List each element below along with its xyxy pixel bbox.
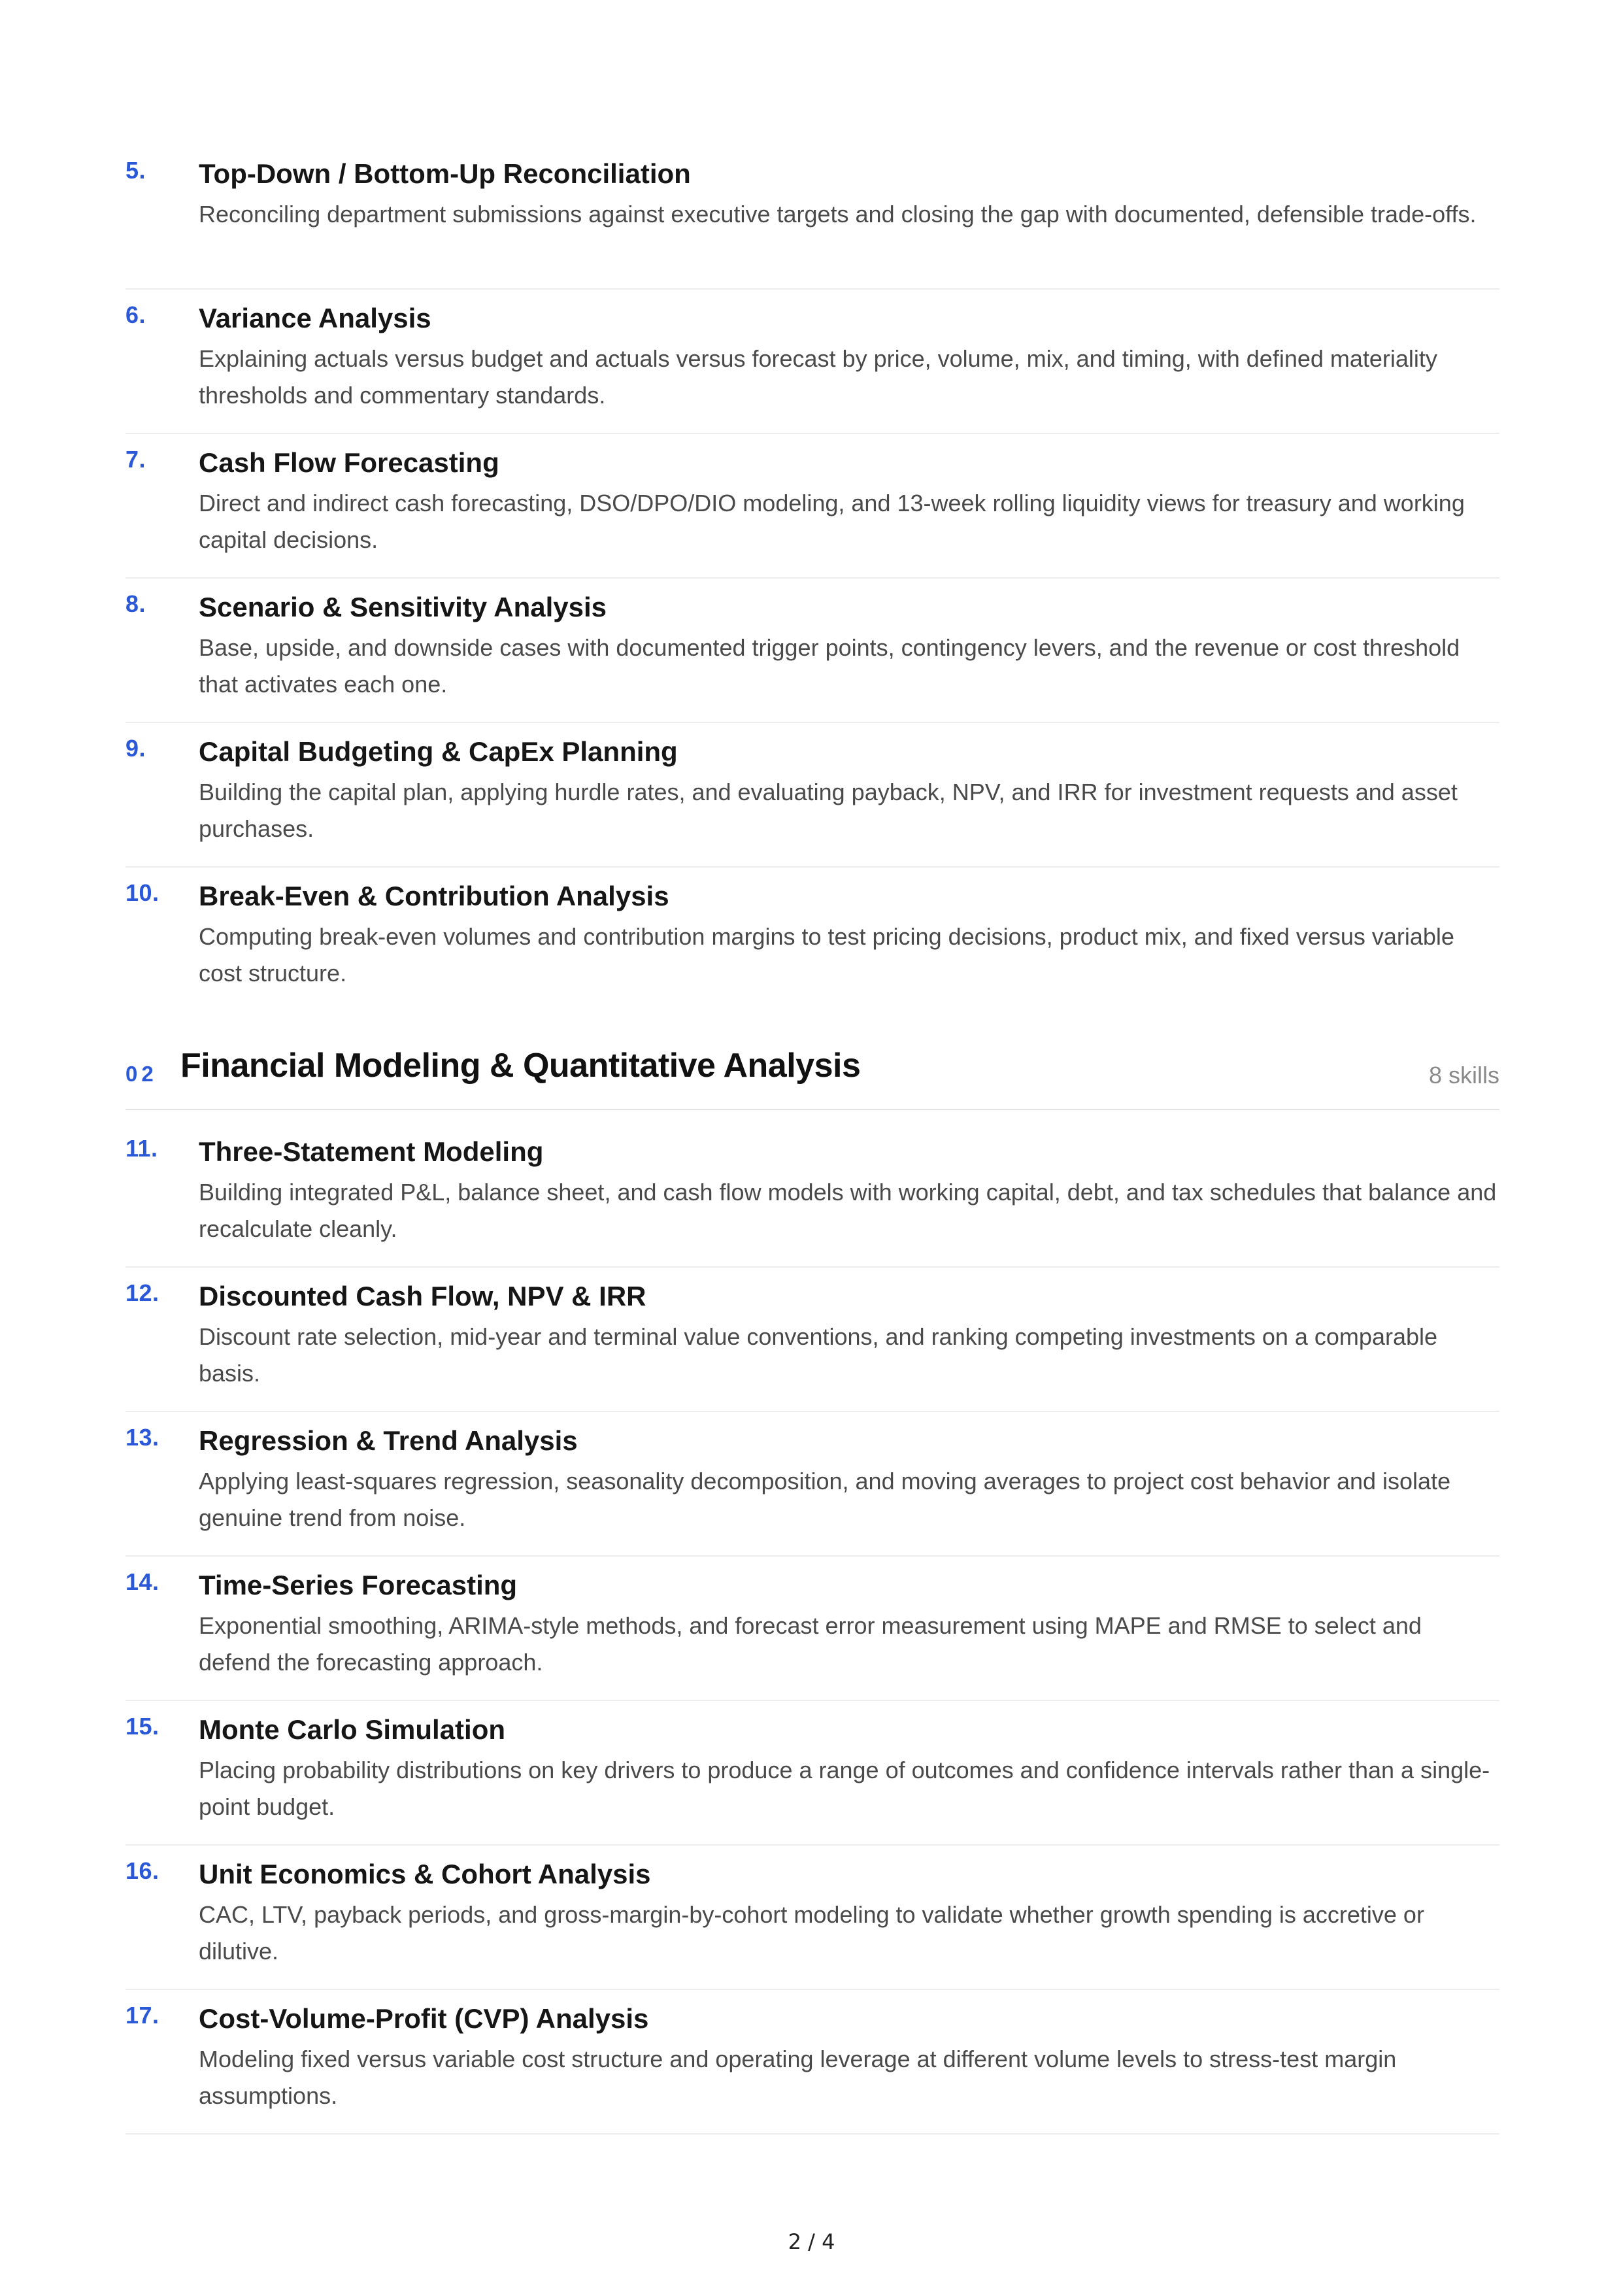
item-body <box>199 878 1499 992</box>
item-body <box>199 300 1499 414</box>
section-number: 02 <box>125 1062 158 1086</box>
item-number: 12. <box>125 1279 159 1306</box>
item-title: Top-Down / Bottom-Up Reconciliation <box>199 158 691 189</box>
list-item <box>125 434 1499 579</box>
item-description: Direct and indirect cash forecasting, DSO/DPO/DIO modeling, and 13-week rolling liquidity views for treasury and working capital decisions. <box>199 490 1465 553</box>
item-description: Reconciling department submissions against executive targets and closing the gap with documented, defensible trade-offs. <box>199 201 1477 228</box>
list-item <box>125 1846 1499 1990</box>
item-number: 15. <box>125 1713 159 1740</box>
item-number: 13. <box>125 1424 159 1451</box>
item-description: Placing probability distributions on key drivers to produce a range of outcomes and confidence intervals rather than a single-point budget. <box>199 1757 1490 1820</box>
item-body <box>199 2001 1499 2114</box>
item-title: Unit Economics & Cohort Analysis <box>199 1859 651 1889</box>
item-number: 8. <box>125 590 146 617</box>
item-body <box>199 589 1499 703</box>
section-skill-count: 8 skills <box>1428 1062 1499 1089</box>
item-description: Exponential smoothing, ARIMA-style methods, and forecast error measurement using MAPE and RMSE to select and defend the forecasting approach. <box>199 1612 1422 1676</box>
item-body <box>199 156 1499 233</box>
item-body <box>199 445 1499 558</box>
item-body <box>199 734 1499 847</box>
item-body <box>199 1856 1499 1970</box>
list-item <box>125 723 1499 868</box>
item-title: Cost-Volume-Profit (CVP) Analysis <box>199 2003 649 2034</box>
section-title: Financial Modeling & Quantitative Analysis <box>180 1047 861 1085</box>
skills-list-section-1 <box>125 145 1499 1012</box>
list-item <box>125 1701 1499 1846</box>
document-page <box>125 0 1499 2296</box>
item-number: 17. <box>125 2002 159 2029</box>
skills-list-section-2 <box>125 1123 1499 2135</box>
item-body <box>199 1278 1499 1392</box>
item-description: Explaining actuals versus budget and actuals versus forecast by price, volume, mix, and timing, with defined materiality thresholds and commentary standards. <box>199 345 1437 409</box>
item-title: Variance Analysis <box>199 303 431 333</box>
page-indicator: 2 / 4 <box>788 2229 835 2254</box>
item-title: Discounted Cash Flow, NPV & IRR <box>199 1281 646 1311</box>
item-title: Time-Series Forecasting <box>199 1570 518 1600</box>
item-number: 7. <box>125 446 146 473</box>
item-description: Applying least-squares regression, seasonality decomposition, and moving averages to project cost behavior and isolate genuine trend from noise. <box>199 1468 1451 1531</box>
list-item <box>125 579 1499 723</box>
section-header <box>125 1032 1499 1110</box>
item-number: 9. <box>125 735 146 762</box>
item-description: Discount rate selection, mid-year and terminal value conventions, and ranking competing investments on a comparable basis. <box>199 1323 1438 1387</box>
item-description: Building the capital plan, applying hurdle rates, and evaluating payback, NPV, and IRR for investment requests and asset purchases. <box>199 779 1458 842</box>
item-number: 10. <box>125 879 159 906</box>
item-title: Scenario & Sensitivity Analysis <box>199 592 607 622</box>
item-number: 5. <box>125 157 146 184</box>
item-title: Cash Flow Forecasting <box>199 447 499 478</box>
item-title: Regression & Trend Analysis <box>199 1425 578 1456</box>
item-title: Monte Carlo Simulation <box>199 1714 506 1745</box>
item-description: Computing break-even volumes and contribution margins to test pricing decisions, product mix, and fixed versus variable cost structure. <box>199 923 1454 987</box>
item-title: Capital Budgeting & CapEx Planning <box>199 736 678 767</box>
item-number: 6. <box>125 301 146 328</box>
item-body <box>199 1423 1499 1536</box>
item-description: CAC, LTV, payback periods, and gross-margin-by-cohort modeling to validate whether growth spending is accretive or dilutive. <box>199 1901 1424 1965</box>
list-item <box>125 1990 1499 2135</box>
item-body <box>199 1712 1499 1825</box>
item-number: 16. <box>125 1857 159 1884</box>
list-item <box>125 1412 1499 1557</box>
item-description: Modeling fixed versus variable cost structure and operating leverage at different volume levels to stress-test margin assumptions. <box>199 2046 1397 2109</box>
item-body <box>199 1567 1499 1681</box>
item-description: Building integrated P&L, balance sheet, and cash flow models with working capital, debt, and tax schedules that balance and recalculate cleanly. <box>199 1179 1497 1242</box>
list-item <box>125 290 1499 434</box>
list-item <box>125 868 1499 1012</box>
item-description: Base, upside, and downside cases with documented trigger points, contingency levers, and the revenue or cost threshold that activates each one. <box>199 634 1460 698</box>
list-item <box>125 1557 1499 1701</box>
list-item <box>125 1123 1499 1268</box>
list-item <box>125 145 1499 290</box>
item-title: Three-Statement Modeling <box>199 1136 544 1167</box>
item-number: 14. <box>125 1568 159 1595</box>
item-body <box>199 1134 1499 1247</box>
item-number: 11. <box>125 1135 158 1162</box>
list-item <box>125 1268 1499 1412</box>
item-title: Break-Even & Contribution Analysis <box>199 881 669 911</box>
